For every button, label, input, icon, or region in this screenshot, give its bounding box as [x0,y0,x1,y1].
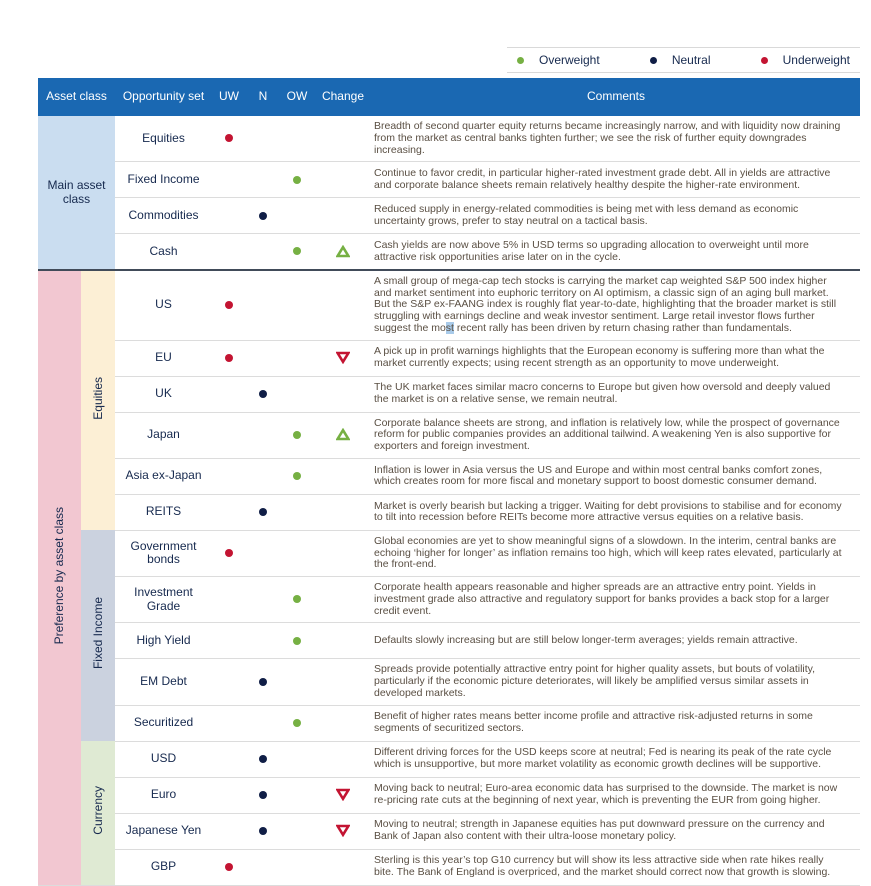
n-cell [246,340,280,376]
position-dot-uw [225,863,233,871]
ow-cell [280,198,314,234]
opportunity-label: EM Debt [115,659,212,705]
change-cell [314,741,372,777]
comment-text: The UK market faces similar macro concerns to Europe but given how oversold and deeply valued the market is on a relative sense, we remain neutral. [372,376,860,412]
comment-text: Cash yields are now above 5% in USD terms so upgrading allocation to overweight until more attractive risk opportunities arise later on in the cycle. [372,234,860,270]
opportunity-label: Investment Grade [115,577,212,623]
opportunity-label: GBP [115,849,212,885]
table-row-us [38,270,860,340]
position-dot-ow [293,637,301,645]
position-dot-ow [293,176,301,184]
uw-cell [212,458,246,494]
header-change: Change [314,78,372,116]
header-n: N [246,78,280,116]
change-cell [314,412,372,458]
ow-cell [280,458,314,494]
ow-cell [280,577,314,623]
position-dot-uw [225,301,233,309]
uw-cell [212,116,246,162]
change-cell [314,705,372,741]
position-dot-ow [293,247,301,255]
uw-cell [212,234,246,270]
table-row-equities [38,116,860,162]
position-dot-n [259,755,267,763]
uw-cell [212,659,246,705]
n-cell [246,623,280,659]
change-cell [314,494,372,530]
comment-text: A small group of mega-cap tech stocks is carrying the market cap weighted S&P 500 index higher and market sentiment into euphoric territory on AI optimism, a classic sign of an aging bull market. But the S&P ex-FAANG index is roughly flat year-to-date, highlighting that the broader market is still struggling with earnings decline and weak investor sentiment. Large retail investor flows further suggest the most recent rally has been driven by return chasing rather than fundamentals. [372,270,860,340]
opportunity-label: Equities [115,116,212,162]
n-cell [246,458,280,494]
neutral-dot-icon [650,57,657,64]
ow-cell [280,494,314,530]
section-preference-by-asset-class [38,270,860,885]
header-opportunity-set: Opportunity set [115,78,212,116]
change-cell [314,116,372,162]
comment-text: Breadth of second quarter equity returns became increasingly narrow, and with liquidity now draining from the market as central banks tighten further; we see the risk of further equity downgrades increasing. [372,116,860,162]
ow-cell [280,849,314,885]
change-up-icon [336,245,350,258]
ow-cell [280,234,314,270]
comment-text: Benefit of higher rates means better income profile and attractive risk-adjusted returns in some segments of securitized sectors. [372,705,860,741]
ow-cell [280,741,314,777]
position-dot-ow [293,431,301,439]
legend-item-neutral [650,53,711,67]
comment-text: Spreads provide potentially attractive entry point for higher quality assets, but bouts of volatility, particularly if the economic picture deteriorates, will likely be amplified versus similar assets in developed markets. [372,659,860,705]
underweight-dot-icon [761,57,768,64]
n-cell [246,162,280,198]
table-row-government-bonds [38,530,860,576]
comment-text: Corporate health appears reasonable and higher spreads are an attractive entry point. Yields in investment grade also attractive and regulatory support for banks provides a back stop for a larger credit event. [372,577,860,623]
n-cell [246,777,280,813]
ow-cell [280,412,314,458]
table-header [38,78,860,116]
opportunity-label: Japanese Yen [115,813,212,849]
n-cell [246,198,280,234]
n-cell [246,813,280,849]
n-cell [246,270,280,340]
change-cell [314,198,372,234]
change-cell [314,162,372,198]
uw-cell [212,577,246,623]
n-cell [246,234,280,270]
table-row-eu [38,340,860,376]
comment-text: Market is overly bearish but lacking a trigger. Waiting for debt provisions to stabilise and for economy to tilt into recession before REITs become more attractive versus equities on a relative basis. [372,494,860,530]
ow-cell [280,659,314,705]
comment-text: A pick up in profit warnings highlights that the European economy is suffering more than what the market currently expects; using recent strength as an opportunity to move underweight. [372,340,860,376]
uw-cell [212,777,246,813]
change-up-icon [336,428,350,441]
comment-text: Corporate balance sheets are strong, and inflation is relatively low, while the prospect of governance reform for public companies provides an additional tailwind. A weakening Yen is also supportive for exporters and foreign investment. [372,412,860,458]
opportunity-label: EU [115,340,212,376]
n-cell [246,376,280,412]
position-dot-n [259,827,267,835]
comment-text: Inflation is lower in Asia versus the US and Europe and within most central banks comfort zones, which creates room for more fiscal and monetary support to boost domestic consumer demand. [372,458,860,494]
section-main-asset-class [38,116,860,270]
uw-cell [212,270,246,340]
group-cell-main-asset-class: Main asset class [38,116,115,270]
opportunity-label: High Yield [115,623,212,659]
opportunity-label: Cash [115,234,212,270]
table-row-uk [38,376,860,412]
position-dot-uw [225,134,233,142]
position-dot-ow [293,472,301,480]
subgroup-cell-equities [81,270,115,531]
opportunity-label: Securitized [115,705,212,741]
change-cell [314,813,372,849]
legend [507,47,860,73]
position-dot-n [259,390,267,398]
change-down-icon [336,824,350,837]
position-dot-uw [225,549,233,557]
subgroup-label: Fixed Income [91,597,105,670]
table-row-cash [38,234,860,270]
position-dot-n [259,212,267,220]
uw-cell [212,813,246,849]
uw-cell [212,162,246,198]
header-asset-class: Asset class [38,78,115,116]
n-cell [246,849,280,885]
opportunity-label: Japan [115,412,212,458]
ow-cell [280,376,314,412]
overweight-dot-icon [517,57,524,64]
legend-item-underweight [761,53,850,67]
position-dot-n [259,508,267,516]
asset-allocation-table [38,78,860,886]
ow-cell [280,777,314,813]
uw-cell [212,412,246,458]
subgroup-cell-fixed-income [81,530,115,741]
opportunity-label: USD [115,741,212,777]
ow-cell [280,270,314,340]
change-cell [314,270,372,340]
header-comments: Comments [372,78,860,116]
table-row-japanese-yen [38,813,860,849]
table-row-japan [38,412,860,458]
change-cell [314,340,372,376]
ow-cell [280,530,314,576]
comment-text: Different driving forces for the USD keeps score at neutral; Fed is nearing its peak of the rate cycle which is unsupportive, but more market volatility as economic growth declines will be supportive. [372,741,860,777]
opportunity-label: Fixed Income [115,162,212,198]
ow-cell [280,340,314,376]
table-row-gbp [38,849,860,885]
ow-cell [280,116,314,162]
n-cell [246,577,280,623]
uw-cell [212,340,246,376]
comment-text: Moving to neutral; strength in Japanese equities has put downward pressure on the currency and Bank of Japan also content with their ultra-loose monetary policy. [372,813,860,849]
n-cell [246,412,280,458]
position-dot-n [259,791,267,799]
n-cell [246,116,280,162]
uw-cell [212,705,246,741]
table-row-asia-ex-japan [38,458,860,494]
header-uw: UW [212,78,246,116]
table-row-fixed-income [38,162,860,198]
group-label: Preference by asset class [52,507,67,645]
table-row-commodities [38,198,860,234]
change-down-icon [336,788,350,801]
subgroup-label: Currency [91,785,105,835]
ow-cell [280,162,314,198]
opportunity-label: Government bonds [115,530,212,576]
comment-text: Global economies are yet to show meaningful signs of a slowdown. In the interim, central banks are echoing ‘higher for longer’ as inflation remains too high, which will keep rates elevated, particularly at the front-end. [372,530,860,576]
change-cell [314,577,372,623]
opportunity-label: US [115,270,212,340]
uw-cell [212,849,246,885]
change-cell [314,623,372,659]
uw-cell [212,741,246,777]
text-selection: st [445,321,454,334]
table-row-investment-grade [38,577,860,623]
legend-item-overweight [517,53,600,67]
uw-cell [212,376,246,412]
table-row-reits [38,494,860,530]
change-cell [314,458,372,494]
uw-cell [212,494,246,530]
change-cell [314,659,372,705]
change-cell [314,376,372,412]
comment-text: Reduced supply in energy-related commodities is being met with less demand as economic uncertainty grows, prefer to stay neutral on a tactical basis. [372,198,860,234]
n-cell [246,530,280,576]
ow-cell [280,623,314,659]
table-row-euro [38,777,860,813]
uw-cell [212,623,246,659]
opportunity-label: REITS [115,494,212,530]
position-dot-ow [293,719,301,727]
position-dot-ow [293,595,301,603]
change-down-icon [336,351,350,364]
uw-cell [212,198,246,234]
table-row-high-yield [38,623,860,659]
opportunity-label: Euro [115,777,212,813]
subgroup-label: Equities [91,376,105,420]
group-cell-preference [38,270,81,885]
change-cell [314,777,372,813]
comment-text: Sterling is this year’s top G10 currency but will show its less attractive side when rate hikes really bite. The Bank of England is overpriced, and the market should correct now that growth is slowing. [372,849,860,885]
comment-text: Defaults slowly increasing but are still below longer-term averages; yields remain attractive. [372,623,860,659]
comment-text: Continue to favor credit, in particular higher-rated investment grade debt. All in yields are attractive and corporate balance sheets remain relatively healthy despite the higher-rate environment. [372,162,860,198]
n-cell [246,705,280,741]
change-cell [314,234,372,270]
n-cell [246,494,280,530]
opportunity-label: Asia ex-Japan [115,458,212,494]
table-row-usd [38,741,860,777]
subgroup-cell-currency [81,741,115,885]
position-dot-uw [225,354,233,362]
position-dot-n [259,678,267,686]
header-ow: OW [280,78,314,116]
table-row-securitized [38,705,860,741]
comment-text: Moving back to neutral; Euro-area economic data has surprised to the downside. The market is now re-pricing rate cuts at the beginning of next year, which is preventing the EUR from going higher. [372,777,860,813]
ow-cell [280,705,314,741]
opportunity-label: UK [115,376,212,412]
uw-cell [212,530,246,576]
legend-label: Neutral [671,53,711,67]
change-cell [314,530,372,576]
n-cell [246,741,280,777]
change-cell [314,849,372,885]
legend-label: Underweight [782,53,850,67]
table-row-em-debt [38,659,860,705]
n-cell [246,659,280,705]
opportunity-label: Commodities [115,198,212,234]
legend-label: Overweight [539,53,600,67]
ow-cell [280,813,314,849]
